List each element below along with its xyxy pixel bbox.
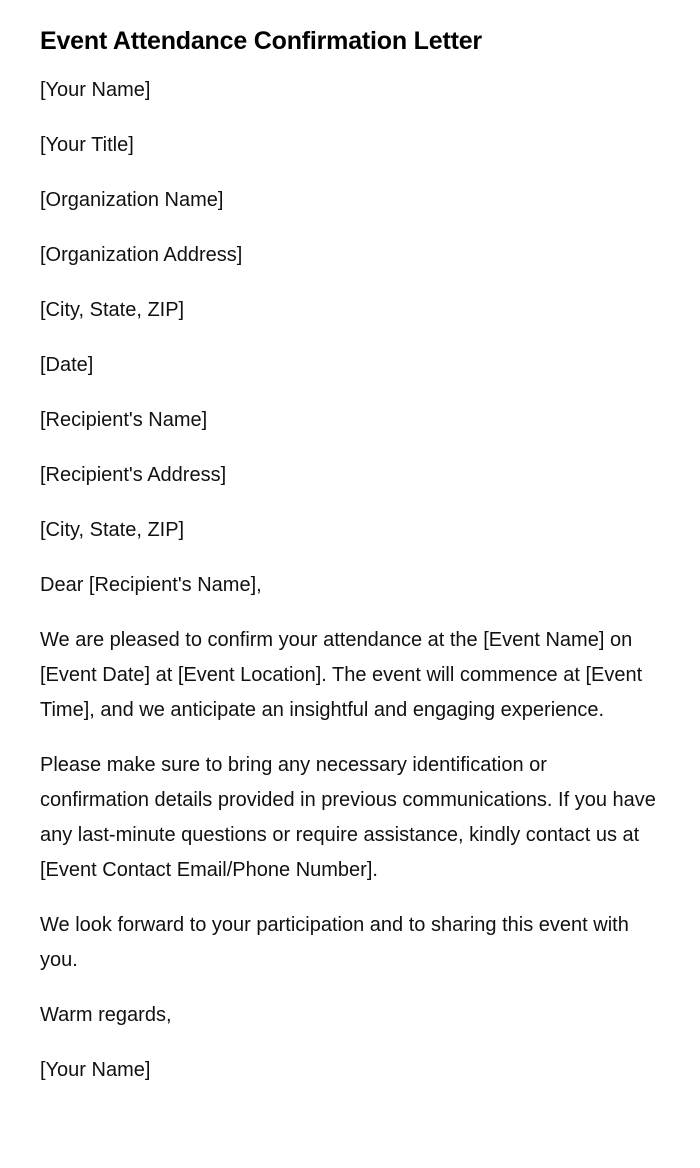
salutation: Dear [Recipient's Name], [40, 574, 262, 596]
closing: Warm regards, [40, 1004, 172, 1026]
body-paragraph-2: Please make sure to bring any necessary identification or confirmation details provided in previous communications. If you have any last-minute questions or require assistance, kindly contact us at [Event Contact Email/Phone Number]. [40, 754, 656, 881]
sender-title: [Your Title] [40, 134, 134, 156]
sender-address: [Organization Address] [40, 244, 243, 266]
signature-name: [Your Name] [40, 1059, 151, 1081]
body-paragraph-3: We look forward to your participation and to sharing this event with you. [40, 914, 629, 971]
page-title: Event Attendance Confirmation Letter [40, 27, 482, 55]
sender-city-state-zip: [City, State, ZIP] [40, 299, 185, 321]
recipient-city-state-zip: [City, State, ZIP] [40, 519, 185, 541]
recipient-address: [Recipient's Address] [40, 464, 227, 486]
recipient-block [40, 403, 660, 548]
sender-block [40, 73, 660, 383]
sender-organization: [Organization Name] [40, 189, 224, 211]
sender-name: [Your Name] [40, 79, 151, 101]
body-paragraph-1: We are pleased to confirm your attendance at the [Event Name] on [Event Date] at [Event Location]. The event will commence at [Event Time], and we anticipate an insightful and engaging experience. [40, 629, 643, 721]
recipient-name: [Recipient's Name] [40, 409, 208, 431]
letter-date: [Date] [40, 354, 94, 376]
